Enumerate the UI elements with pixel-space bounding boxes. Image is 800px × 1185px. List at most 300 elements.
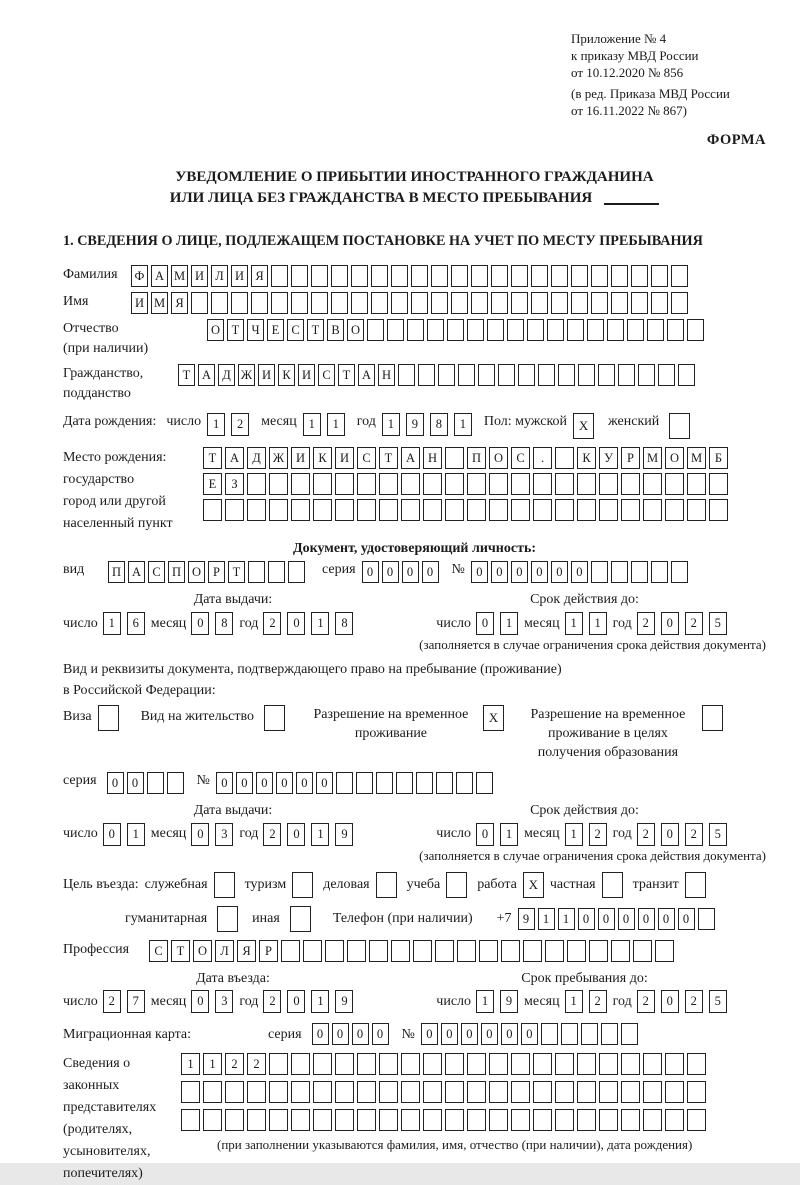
char-box[interactable]: 0 <box>476 612 494 635</box>
char-box[interactable] <box>445 1053 464 1075</box>
visa-checkbox[interactable] <box>98 705 119 731</box>
char-box[interactable]: М <box>151 292 168 314</box>
male-checkbox[interactable] <box>573 413 594 439</box>
char-box[interactable]: 0 <box>678 908 695 930</box>
char-box[interactable] <box>269 1081 288 1103</box>
purpose-official-checkbox[interactable] <box>214 872 235 898</box>
char-box[interactable] <box>269 473 288 495</box>
char-box[interactable]: 0 <box>658 908 675 930</box>
char-box[interactable]: 0 <box>598 908 615 930</box>
char-box[interactable]: 2 <box>685 612 703 635</box>
char-box[interactable] <box>225 1081 244 1103</box>
char-box[interactable]: 0 <box>618 908 635 930</box>
char-box[interactable] <box>607 319 624 341</box>
char-box[interactable]: 0 <box>312 1023 329 1045</box>
char-box[interactable] <box>665 1109 684 1131</box>
char-box[interactable] <box>391 265 408 287</box>
female-checkbox[interactable] <box>669 413 690 439</box>
char-box[interactable]: 2 <box>263 612 281 635</box>
char-box[interactable] <box>356 772 373 794</box>
char-box[interactable] <box>478 364 495 386</box>
char-box[interactable] <box>601 1023 618 1045</box>
char-box[interactable] <box>591 265 608 287</box>
char-box[interactable]: 9 <box>335 823 353 846</box>
char-box[interactable] <box>467 319 484 341</box>
char-box[interactable]: X <box>573 413 594 439</box>
char-box[interactable]: О <box>489 447 508 469</box>
char-box[interactable] <box>567 940 586 962</box>
char-box[interactable] <box>445 1109 464 1131</box>
char-box[interactable]: 0 <box>382 561 399 583</box>
char-box[interactable]: 0 <box>287 612 305 635</box>
char-box[interactable]: 0 <box>191 990 209 1013</box>
char-box[interactable] <box>498 364 515 386</box>
char-box[interactable]: 0 <box>287 990 305 1013</box>
char-box[interactable] <box>511 473 530 495</box>
char-box[interactable] <box>251 292 268 314</box>
char-box[interactable]: 0 <box>476 823 494 846</box>
char-box[interactable] <box>655 940 674 962</box>
char-box[interactable]: П <box>467 447 486 469</box>
char-box[interactable] <box>599 1053 618 1075</box>
char-box[interactable]: 0 <box>422 561 439 583</box>
char-box[interactable]: 0 <box>421 1023 438 1045</box>
char-box[interactable]: 1 <box>303 413 321 436</box>
char-box[interactable] <box>621 1081 640 1103</box>
char-box[interactable]: С <box>148 561 165 583</box>
char-box[interactable] <box>643 1053 662 1075</box>
char-box[interactable]: А <box>151 265 168 287</box>
char-box[interactable] <box>533 1109 552 1131</box>
char-box[interactable] <box>561 1023 578 1045</box>
char-box[interactable]: К <box>313 447 332 469</box>
char-box[interactable] <box>303 940 322 962</box>
char-box[interactable] <box>471 265 488 287</box>
char-box[interactable]: 2 <box>225 1053 244 1075</box>
char-box[interactable] <box>538 364 555 386</box>
char-box[interactable] <box>591 292 608 314</box>
char-box[interactable] <box>523 940 542 962</box>
char-box[interactable] <box>687 473 706 495</box>
char-box[interactable]: 9 <box>518 908 535 930</box>
char-box[interactable]: 2 <box>637 612 655 635</box>
char-box[interactable] <box>291 473 310 495</box>
residence-permit-checkbox[interactable] <box>264 705 285 731</box>
char-box[interactable] <box>555 499 574 521</box>
char-box[interactable] <box>411 292 428 314</box>
char-box[interactable] <box>423 1109 442 1131</box>
char-box[interactable]: Л <box>215 940 234 962</box>
char-box[interactable] <box>313 1081 332 1103</box>
char-box[interactable]: Н <box>378 364 395 386</box>
char-box[interactable] <box>611 940 630 962</box>
char-box[interactable] <box>491 292 508 314</box>
char-box[interactable] <box>501 940 520 962</box>
char-box[interactable] <box>627 319 644 341</box>
char-box[interactable]: Я <box>251 265 268 287</box>
char-box[interactable]: 0 <box>276 772 293 794</box>
char-box[interactable]: 0 <box>471 561 488 583</box>
char-box[interactable]: 2 <box>263 990 281 1013</box>
char-box[interactable] <box>431 265 448 287</box>
char-box[interactable] <box>647 319 664 341</box>
char-box[interactable] <box>445 473 464 495</box>
char-box[interactable] <box>489 473 508 495</box>
char-box[interactable]: 2 <box>589 823 607 846</box>
char-box[interactable] <box>489 1109 508 1131</box>
char-box[interactable]: Ж <box>238 364 255 386</box>
char-box[interactable] <box>447 319 464 341</box>
char-box[interactable]: 0 <box>372 1023 389 1045</box>
char-box[interactable] <box>413 940 432 962</box>
char-box[interactable] <box>687 1081 706 1103</box>
char-box[interactable]: 2 <box>685 823 703 846</box>
char-box[interactable]: 2 <box>637 823 655 846</box>
char-box[interactable]: И <box>291 447 310 469</box>
char-box[interactable]: Е <box>267 319 284 341</box>
char-box[interactable]: 1 <box>207 413 225 436</box>
char-box[interactable]: И <box>191 265 208 287</box>
char-box[interactable]: 2 <box>231 413 249 436</box>
char-box[interactable]: 0 <box>107 772 124 794</box>
char-box[interactable] <box>291 1081 310 1103</box>
char-box[interactable] <box>357 473 376 495</box>
char-box[interactable] <box>191 292 208 314</box>
char-box[interactable] <box>643 499 662 521</box>
purpose-tourism-checkbox[interactable] <box>292 872 313 898</box>
char-box[interactable] <box>264 705 285 731</box>
char-box[interactable]: А <box>401 447 420 469</box>
char-box[interactable]: 1 <box>589 612 607 635</box>
char-box[interactable] <box>671 265 688 287</box>
char-box[interactable] <box>587 319 604 341</box>
char-box[interactable]: П <box>168 561 185 583</box>
char-box[interactable] <box>651 292 668 314</box>
char-box[interactable] <box>247 1109 266 1131</box>
char-box[interactable] <box>467 1081 486 1103</box>
char-box[interactable] <box>203 499 222 521</box>
char-box[interactable] <box>231 292 248 314</box>
char-box[interactable] <box>577 473 596 495</box>
char-box[interactable]: Р <box>208 561 225 583</box>
char-box[interactable] <box>311 292 328 314</box>
char-box[interactable] <box>407 319 424 341</box>
char-box[interactable]: 1 <box>500 612 518 635</box>
char-box[interactable] <box>611 292 628 314</box>
char-box[interactable] <box>225 499 244 521</box>
char-box[interactable]: З <box>225 473 244 495</box>
char-box[interactable] <box>665 499 684 521</box>
phone-boxes[interactable] <box>518 908 718 930</box>
char-box[interactable] <box>181 1109 200 1131</box>
char-box[interactable]: 1 <box>311 612 329 635</box>
char-box[interactable] <box>685 872 706 898</box>
char-box[interactable] <box>357 1081 376 1103</box>
char-box[interactable] <box>467 1109 486 1131</box>
char-box[interactable] <box>247 473 266 495</box>
char-box[interactable]: 1 <box>476 990 494 1013</box>
char-box[interactable] <box>313 473 332 495</box>
char-box[interactable] <box>418 364 435 386</box>
purpose-study-checkbox[interactable] <box>446 872 467 898</box>
char-box[interactable] <box>555 447 574 469</box>
char-box[interactable] <box>709 473 728 495</box>
char-box[interactable] <box>291 499 310 521</box>
char-box[interactable]: Д <box>218 364 235 386</box>
char-box[interactable] <box>281 940 300 962</box>
char-box[interactable] <box>211 292 228 314</box>
char-box[interactable]: 1 <box>311 823 329 846</box>
char-box[interactable] <box>401 1109 420 1131</box>
char-box[interactable] <box>511 292 528 314</box>
char-box[interactable] <box>335 1081 354 1103</box>
char-box[interactable] <box>631 292 648 314</box>
char-box[interactable] <box>631 561 648 583</box>
char-box[interactable] <box>631 265 648 287</box>
char-box[interactable] <box>479 940 498 962</box>
char-box[interactable] <box>611 265 628 287</box>
char-box[interactable] <box>335 1053 354 1075</box>
char-box[interactable] <box>533 1053 552 1075</box>
char-box[interactable] <box>351 265 368 287</box>
char-box[interactable]: 9 <box>335 990 353 1013</box>
char-box[interactable] <box>467 1053 486 1075</box>
char-box[interactable] <box>511 265 528 287</box>
char-box[interactable] <box>331 292 348 314</box>
char-box[interactable] <box>643 473 662 495</box>
char-box[interactable]: С <box>318 364 335 386</box>
char-box[interactable] <box>571 292 588 314</box>
char-box[interactable] <box>577 1081 596 1103</box>
char-box[interactable]: Н <box>423 447 442 469</box>
char-box[interactable] <box>214 872 235 898</box>
char-box[interactable] <box>203 1081 222 1103</box>
char-box[interactable] <box>376 772 393 794</box>
char-box[interactable]: 0 <box>236 772 253 794</box>
char-box[interactable] <box>491 265 508 287</box>
char-box[interactable]: Т <box>227 319 244 341</box>
char-box[interactable] <box>371 265 388 287</box>
char-box[interactable] <box>577 1109 596 1131</box>
char-box[interactable]: 0 <box>571 561 588 583</box>
char-box[interactable] <box>687 319 704 341</box>
char-box[interactable]: Р <box>259 940 278 962</box>
char-box[interactable] <box>555 1053 574 1075</box>
char-box[interactable] <box>379 499 398 521</box>
char-box[interactable] <box>379 1081 398 1103</box>
char-box[interactable]: 5 <box>709 823 727 846</box>
char-box[interactable] <box>248 561 265 583</box>
char-box[interactable] <box>702 705 723 731</box>
char-box[interactable]: Я <box>171 292 188 314</box>
char-box[interactable] <box>203 1109 222 1131</box>
char-box[interactable] <box>271 292 288 314</box>
char-box[interactable]: С <box>511 447 530 469</box>
char-box[interactable] <box>577 1053 596 1075</box>
char-box[interactable] <box>638 364 655 386</box>
char-box[interactable] <box>602 872 623 898</box>
char-box[interactable]: 8 <box>430 413 448 436</box>
char-box[interactable] <box>401 1053 420 1075</box>
char-box[interactable]: А <box>225 447 244 469</box>
char-box[interactable]: 1 <box>181 1053 200 1075</box>
char-box[interactable]: И <box>298 364 315 386</box>
purpose-business-checkbox[interactable] <box>376 872 397 898</box>
char-box[interactable] <box>291 292 308 314</box>
char-box[interactable] <box>651 265 668 287</box>
char-box[interactable]: 8 <box>215 612 233 635</box>
char-box[interactable]: Т <box>178 364 195 386</box>
char-box[interactable] <box>511 1053 530 1075</box>
char-box[interactable] <box>247 1081 266 1103</box>
char-box[interactable] <box>396 772 413 794</box>
char-box[interactable] <box>589 940 608 962</box>
char-box[interactable] <box>467 499 486 521</box>
char-box[interactable]: М <box>643 447 662 469</box>
char-box[interactable]: Ч <box>247 319 264 341</box>
char-box[interactable] <box>357 1053 376 1075</box>
purpose-private-checkbox[interactable] <box>602 872 623 898</box>
char-box[interactable]: 0 <box>103 823 121 846</box>
char-box[interactable] <box>598 364 615 386</box>
char-box[interactable] <box>335 473 354 495</box>
char-box[interactable] <box>471 292 488 314</box>
char-box[interactable] <box>507 319 524 341</box>
char-box[interactable]: 0 <box>191 612 209 635</box>
char-box[interactable] <box>571 265 588 287</box>
char-box[interactable]: А <box>128 561 145 583</box>
char-box[interactable]: А <box>198 364 215 386</box>
char-box[interactable] <box>533 473 552 495</box>
temp-residence-checkbox[interactable] <box>483 705 504 731</box>
char-box[interactable]: 9 <box>406 413 424 436</box>
char-box[interactable]: М <box>171 265 188 287</box>
char-box[interactable] <box>423 473 442 495</box>
char-box[interactable]: 0 <box>531 561 548 583</box>
char-box[interactable] <box>489 1053 508 1075</box>
char-box[interactable] <box>547 319 564 341</box>
char-box[interactable]: 1 <box>565 823 583 846</box>
char-box[interactable] <box>541 1023 558 1045</box>
char-box[interactable] <box>551 265 568 287</box>
char-box[interactable]: В <box>327 319 344 341</box>
char-box[interactable] <box>545 940 564 962</box>
char-box[interactable] <box>445 447 464 469</box>
char-box[interactable] <box>311 265 328 287</box>
edu-residence-checkbox[interactable] <box>702 705 723 731</box>
char-box[interactable] <box>698 908 715 930</box>
char-box[interactable]: 0 <box>491 561 508 583</box>
char-box[interactable] <box>445 1081 464 1103</box>
char-box[interactable]: 0 <box>352 1023 369 1045</box>
char-box[interactable]: Т <box>228 561 245 583</box>
char-box[interactable] <box>391 292 408 314</box>
char-box[interactable]: О <box>665 447 684 469</box>
char-box[interactable]: 1 <box>382 413 400 436</box>
char-box[interactable]: 2 <box>685 990 703 1013</box>
char-box[interactable]: О <box>188 561 205 583</box>
char-box[interactable]: К <box>577 447 596 469</box>
char-box[interactable] <box>291 1109 310 1131</box>
char-box[interactable]: О <box>347 319 364 341</box>
char-box[interactable] <box>313 1109 332 1131</box>
char-box[interactable]: С <box>287 319 304 341</box>
char-box[interactable] <box>391 940 410 962</box>
char-box[interactable] <box>665 1081 684 1103</box>
char-box[interactable]: 0 <box>501 1023 518 1045</box>
char-box[interactable] <box>621 473 640 495</box>
char-box[interactable]: 5 <box>709 990 727 1013</box>
char-box[interactable] <box>551 292 568 314</box>
char-box[interactable]: . <box>533 447 552 469</box>
char-box[interactable] <box>687 1053 706 1075</box>
char-box[interactable]: 0 <box>441 1023 458 1045</box>
char-box[interactable]: 2 <box>589 990 607 1013</box>
char-box[interactable]: Т <box>307 319 324 341</box>
char-box[interactable] <box>591 561 608 583</box>
char-box[interactable] <box>325 940 344 962</box>
char-box[interactable] <box>687 499 706 521</box>
char-box[interactable] <box>379 1053 398 1075</box>
char-box[interactable] <box>291 265 308 287</box>
purpose-other-checkbox[interactable] <box>290 906 311 932</box>
char-box[interactable] <box>401 1081 420 1103</box>
char-box[interactable] <box>665 1053 684 1075</box>
char-box[interactable]: 0 <box>316 772 333 794</box>
char-box[interactable] <box>511 1081 530 1103</box>
char-box[interactable]: 0 <box>661 823 679 846</box>
char-box[interactable]: 1 <box>500 823 518 846</box>
char-box[interactable] <box>678 364 695 386</box>
char-box[interactable] <box>458 364 475 386</box>
char-box[interactable] <box>599 1081 618 1103</box>
char-box[interactable] <box>599 1109 618 1131</box>
char-box[interactable]: 6 <box>127 612 145 635</box>
char-box[interactable] <box>669 413 690 439</box>
char-box[interactable]: О <box>207 319 224 341</box>
char-box[interactable] <box>457 940 476 962</box>
char-box[interactable] <box>518 364 535 386</box>
char-box[interactable]: 0 <box>578 908 595 930</box>
char-box[interactable] <box>611 561 628 583</box>
char-box[interactable]: Л <box>211 265 228 287</box>
char-box[interactable] <box>489 499 508 521</box>
char-box[interactable] <box>357 499 376 521</box>
char-box[interactable]: 0 <box>216 772 233 794</box>
char-box[interactable] <box>335 499 354 521</box>
char-box[interactable] <box>376 872 397 898</box>
char-box[interactable]: 2 <box>103 990 121 1013</box>
char-box[interactable] <box>618 364 635 386</box>
char-box[interactable] <box>555 473 574 495</box>
char-box[interactable] <box>456 772 473 794</box>
char-box[interactable] <box>292 872 313 898</box>
char-box[interactable]: 1 <box>203 1053 222 1075</box>
char-box[interactable]: 1 <box>311 990 329 1013</box>
char-box[interactable] <box>567 319 584 341</box>
char-box[interactable] <box>225 1109 244 1131</box>
char-box[interactable] <box>671 561 688 583</box>
char-box[interactable]: Т <box>203 447 222 469</box>
char-box[interactable]: С <box>149 940 168 962</box>
char-box[interactable] <box>291 1053 310 1075</box>
char-box[interactable]: 2 <box>637 990 655 1013</box>
char-box[interactable] <box>531 292 548 314</box>
char-box[interactable]: 5 <box>709 612 727 635</box>
char-box[interactable] <box>621 1053 640 1075</box>
char-box[interactable] <box>487 319 504 341</box>
char-box[interactable]: 0 <box>287 823 305 846</box>
